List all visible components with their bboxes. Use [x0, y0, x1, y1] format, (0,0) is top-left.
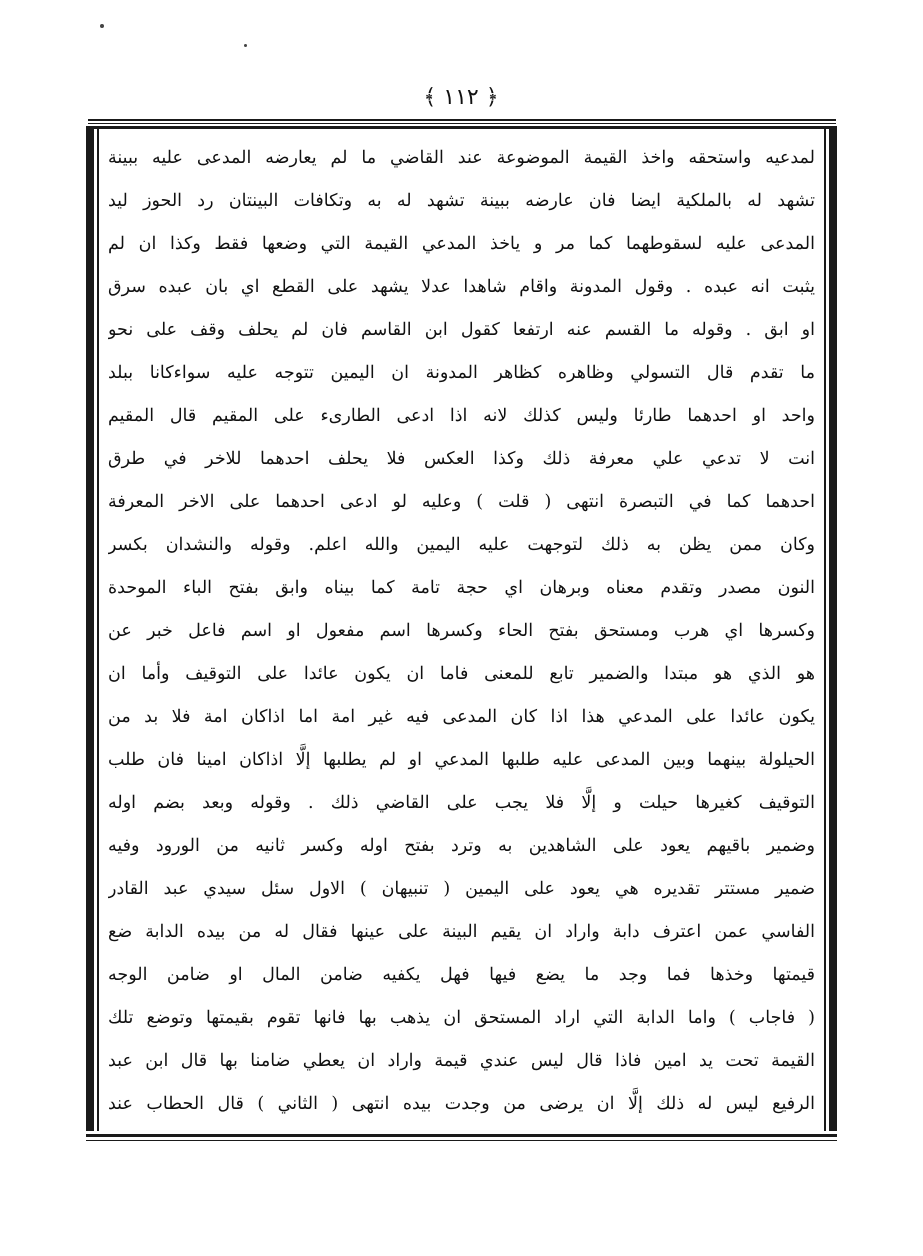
text-line: المدعى عليه لسقوطهما كما مر و ياخذ المدعي القيمة التي وضعها فقط وكذا ان لم: [108, 234, 815, 254]
text-line: لمدعيه واستحقه واخذ القيمة الموضوعة عند القاضي ما لم يعارضه المدعى عليه ببينة: [108, 148, 815, 168]
frame-right-border: [829, 126, 837, 1131]
bottom-ornament-rule: [86, 1140, 837, 1141]
text-line: الرفيع ليس له ذلك إلَّا ان يرضى من وجدت بيده انتهى ( الثاني ) قال الحطاب عند: [108, 1094, 815, 1114]
text-line: ما تقدم قال التسولي وظاهره كظاهر المدونة ان اليمين تتوجه عليه سواءكانا ببلد: [108, 363, 815, 383]
text-line: وضمير باقيهم يعود على الشاهدين به وترد بفتح اوله وكسر ثانيه من الورود وفيه: [108, 836, 815, 856]
text-line: النون مصدر وتقدم معناه وبرهان اي حجة تامة كما بيناه وابق بفتح الباء الموحدة: [108, 578, 815, 598]
text-line: التوقيف كغيرها حيلت و إلَّا فلا يجب على القاضي ذلك . وقوله وبعد بضم اوله: [108, 793, 815, 813]
page-number: ﴿ ١١٢ ﴾: [423, 85, 499, 110]
text-line: القيمة تحت يد امين فاذا قال ليس عندي قيمة واراد ان يعطي ضامنا بها قال ابن عبد: [108, 1051, 815, 1071]
text-line: انت لا تدعي علي معرفة ذلك وكذا العكس فلا يحلف احدهما للاخر في طرق: [108, 449, 815, 469]
bottom-ornament-rule: [86, 1134, 837, 1137]
main-text: [108, 140, 815, 1130]
text-line: قيمتها وخذها فما وجد ما يضع فيها فهل يكفيه ضامن المال او ضامن الوجه: [108, 965, 815, 985]
text-line: الحيلولة بينهما وبين المدعى عليه طلبها المدعي او لم يطلبها إلَّا اذاكان امينا فان طلب: [108, 750, 815, 770]
scan-speck: [100, 24, 104, 28]
frame-left-inner-border: [97, 126, 99, 1131]
text-line: تشهد له بالملكية ايضا فان عارضه ببينة تشهد له به وتكافات البينتان رد الحوز ليد: [108, 191, 815, 211]
text-line: يكون عائدا على المدعي هذا اذا كان المدعى فيه غير امة اما اذاكان امة فلا بد من: [108, 707, 815, 727]
top-ornament-rule: [88, 119, 836, 121]
text-line: هو الذي هو مبتدا والضمير تابع للمعنى فاما ان يكون عائدا على التوقيف وأما ان: [108, 664, 815, 684]
text-line: احدهما كما في التبصرة انتهى ( قلت ) وعليه لو ادعى احدهما على الاخر المعرفة: [108, 492, 815, 512]
frame-left-border: [86, 126, 94, 1131]
text-line: وكسرها اي هرب ومستحق بفتح الحاء وكسرها اسم مفعول او اسم فاعل خبر عن: [108, 621, 815, 641]
scan-speck: [244, 44, 247, 47]
frame-right-inner-border: [824, 126, 826, 1131]
text-line: وكان ممن يظن به ذلك لتوجهت عليه اليمين والله اعلم. وقوله والنشدان بكسر: [108, 535, 815, 555]
text-line: يثبت انه عبده . وقول المدونة واقام شاهدا عدلا يشهد على القطع اي بان عبده سرق: [108, 277, 815, 297]
text-line: الفاسي عمن اعترف دابة واراد ان يقيم البينة على عينها فقال له من بيده الدابة ضع: [108, 922, 815, 942]
text-line: ( فاجاب ) واما الدابة التي اراد المستحق ان يذهب بها فانها تقوم بقيمتها وتوضع تلك: [108, 1008, 815, 1028]
text-line: واحد او احدهما طارئا وليس كذلك لانه اذا ادعى الطارىء على المقيم قال المقيم: [108, 406, 815, 426]
text-line: ضمير مستتر تقديره هي يعود على اليمين ( تنبيهان ) الاول سئل سيدي عبد القادر: [108, 879, 815, 899]
text-line: او ابق . وقوله ما القسم عنه ارتفعا كقول ابن القاسم فان لم يحلف وقف على نحو: [108, 320, 815, 340]
top-ornament-rule: [88, 123, 836, 124]
